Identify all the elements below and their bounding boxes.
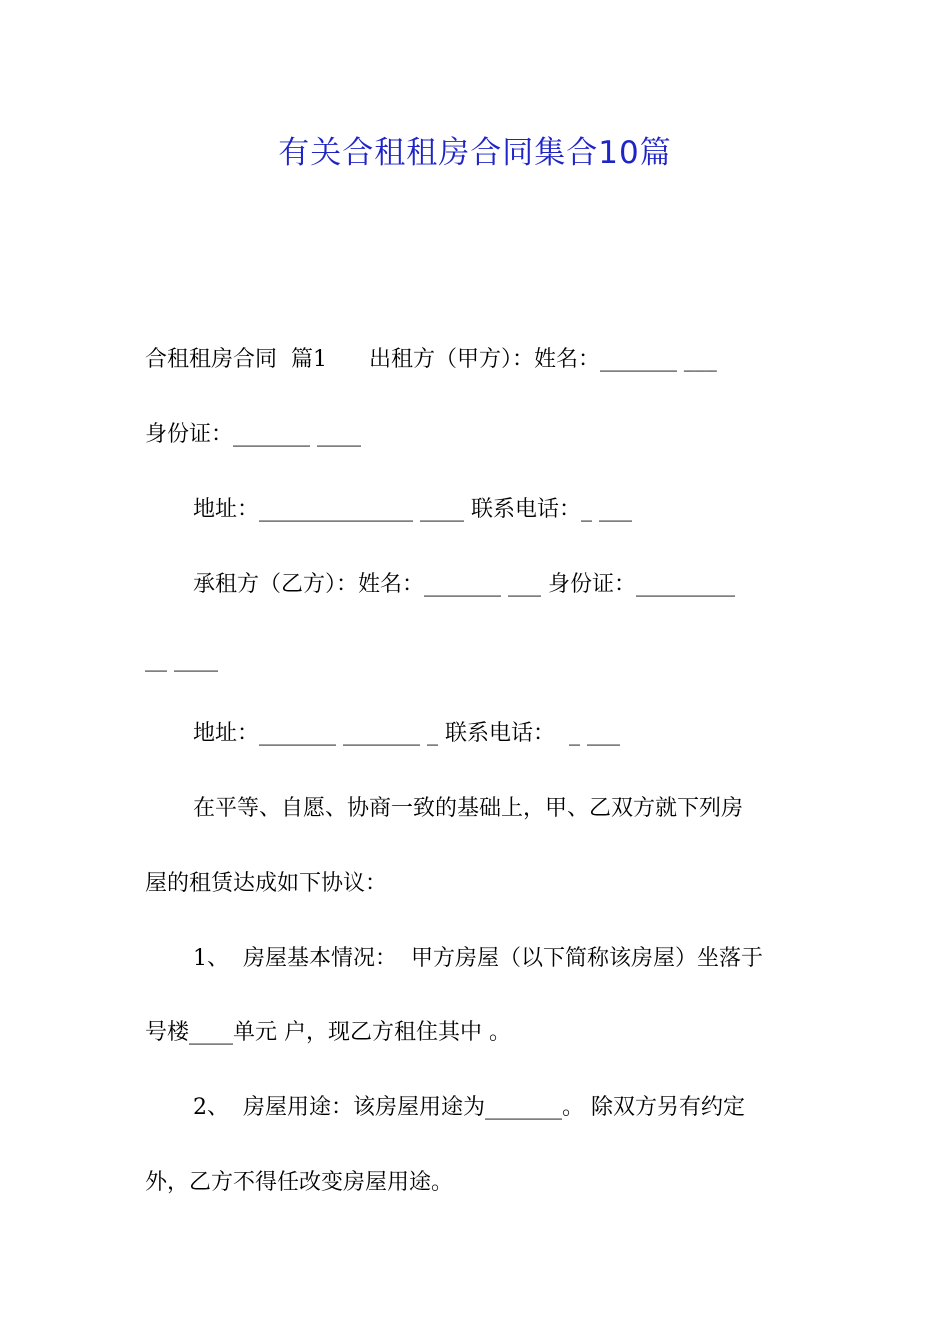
paragraph-line: 身份证：_______ ____ xyxy=(145,422,361,447)
paragraph-line: 合租租房合同 篇1 出租方（甲方）：姓名：_______ ___ xyxy=(145,347,717,372)
paragraph-line: 1、 房屋基本情况： 甲方房屋（以下简称该房屋）坐落于 xyxy=(193,946,763,971)
paragraph-line: 屋的租赁达成如下协议： xyxy=(145,871,388,896)
paragraph-line: 号楼____单元 户，现乙方租住其中 。 xyxy=(145,1020,511,1045)
paragraph-line: 在平等、自愿、协商一致的基础上，甲、乙双方就下列房 xyxy=(193,796,744,821)
document-title: 有关合租租房合同集合10篇 xyxy=(278,135,672,171)
paragraph-line: __ ____ xyxy=(145,647,218,672)
paragraph-line: 承租方（乙方）：姓名：_______ ___ 身份证：_________ xyxy=(193,572,735,597)
paragraph-line: 地址：_______ _______ _ 联系电话： _ ___ xyxy=(193,721,620,746)
paragraph-line: 外，乙方不得任改变房屋用途。 xyxy=(145,1170,454,1195)
paragraph-line: 2、 房屋用途：该房屋用途为_______。 除双方另有约定 xyxy=(193,1095,745,1120)
paragraph-line: 地址：______________ ____ 联系电话：_ ___ xyxy=(193,497,632,522)
